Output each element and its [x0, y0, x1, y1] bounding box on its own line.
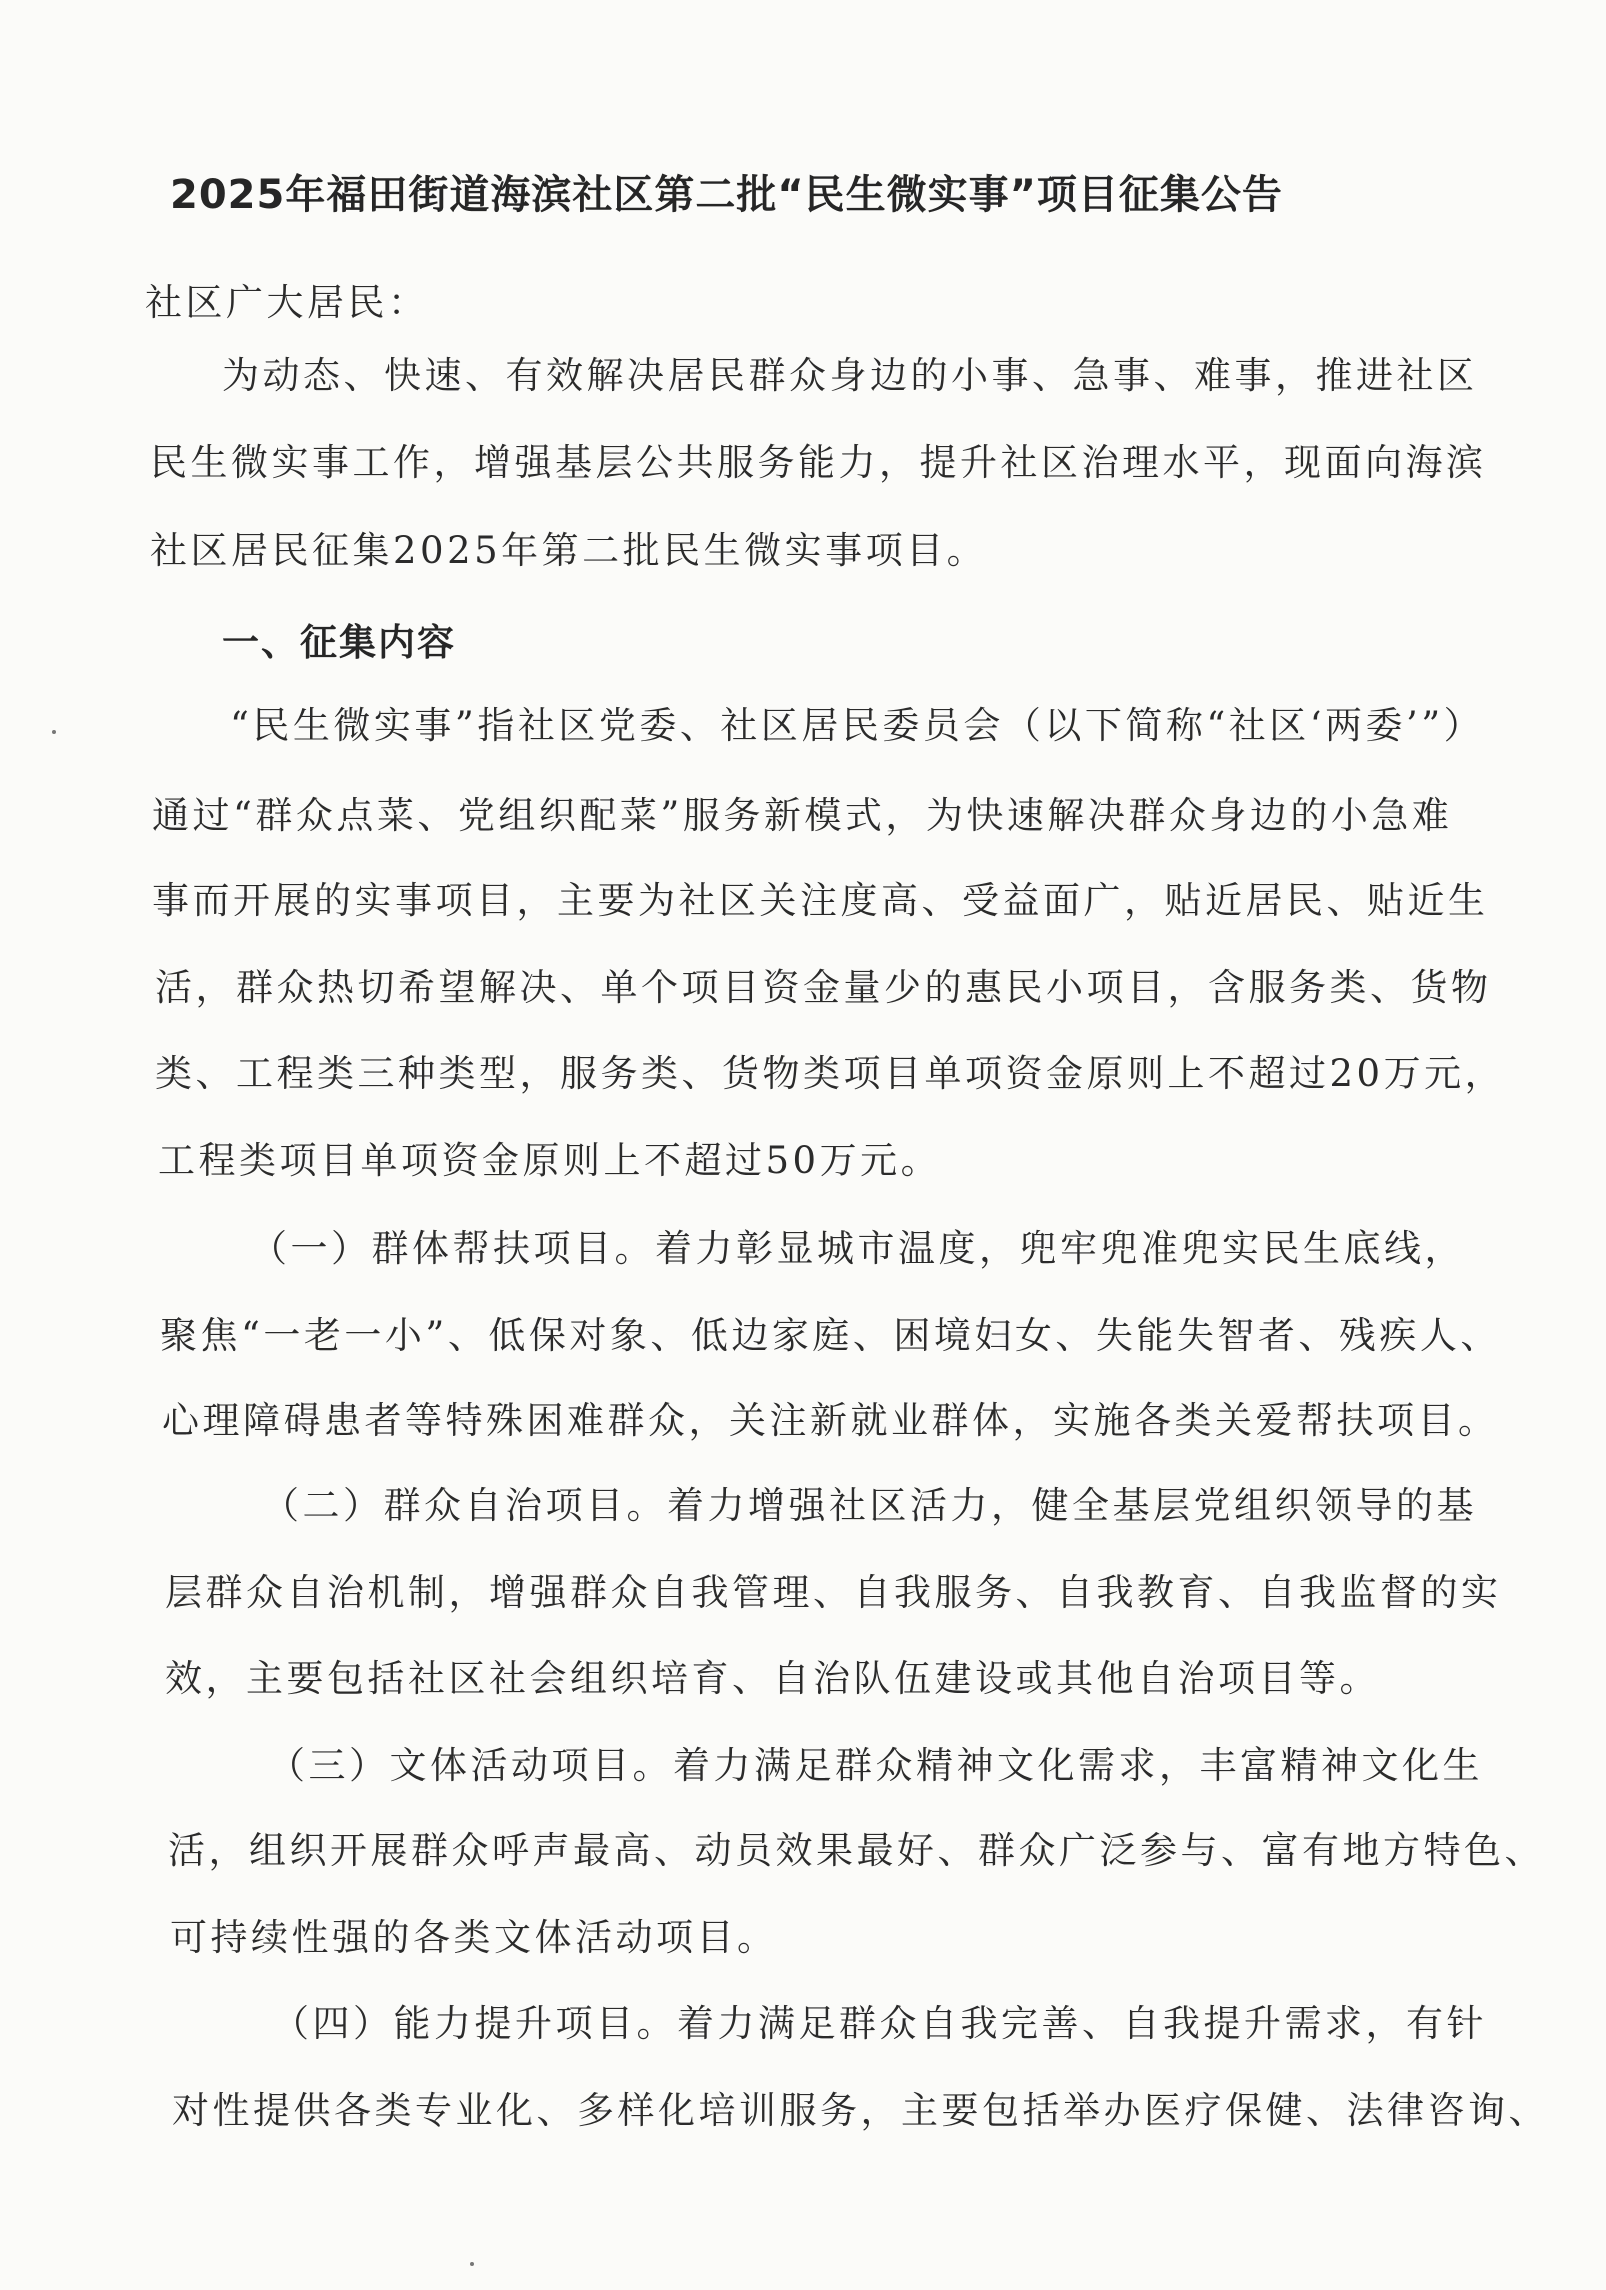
item3-line-3: 可持续性强的各类文体活动项目。 — [170, 1916, 778, 1959]
item1-line-3: 心理障碍患者等特殊困难群众，关注新就业群体，实施各类关爱帮扶项目。 — [162, 1399, 1499, 1442]
section1-line-4: 活，群众热切希望解决、单个项目资金量少的惠民小项目，含服务类、货物 — [155, 966, 1492, 1009]
item2-line-1: （二）群众自治项目。着力增强社区活力，健全基层党组织领导的基 — [262, 1484, 1477, 1527]
item1-line-2: 聚焦“一老一小”、低保对象、低边家庭、困境妇女、失能失智者、残疾人、 — [160, 1314, 1501, 1357]
item4-line-2: 对性提供各类专业化、多样化培训服务，主要包括举办医疗保健、法律咨询、 — [172, 2089, 1549, 2132]
item2-line-2: 层群众自治机制，增强群众自我管理、自我服务、自我教育、自我监督的实 — [165, 1571, 1502, 1614]
intro-line-1: 为动态、快速、有效解决居民群众身边的小事、急事、难事，推进社区 — [222, 354, 1478, 397]
section1-line-1: “民生微实事”指社区党委、社区居民委员会（以下简称“社区‘两委’”） — [230, 704, 1485, 747]
section1-line-5: 类、工程类三种类型，服务类、货物类项目单项资金原则上不超过20万元， — [155, 1052, 1506, 1095]
scan-speck — [470, 2262, 474, 2266]
item4-line-1: （四）能力提升项目。着力满足群众自我完善、自我提升需求，有针 — [272, 2002, 1487, 2045]
item3-line-2: 活，组织开展群众呼声最高、动员效果最好、群众广泛参与、富有地方特色、 — [168, 1829, 1545, 1872]
item3-line-1: （三）文体活动项目。着力满足群众精神文化需求，丰富精神文化生 — [268, 1744, 1483, 1787]
section1-line-6: 工程类项目单项资金原则上不超过50万元。 — [158, 1139, 942, 1182]
section1-line-2: 通过“群众点菜、党组织配菜”服务新模式，为快速解决群众身边的小急难 — [152, 794, 1453, 837]
intro-line-3: 社区居民征集2025年第二批民生微实事项目。 — [150, 529, 988, 572]
scan-speck — [52, 730, 56, 734]
item2-line-3: 效，主要包括社区社会组织培育、自治队伍建设或其他自治项目等。 — [165, 1657, 1380, 1700]
item1-line-1: （一）群体帮扶项目。着力彰显城市温度，兜牢兜准兜实民生底线， — [250, 1227, 1465, 1270]
intro-line-2: 民生微实事工作，增强基层公共服务能力，提升社区治理水平，现面向海滨 — [150, 441, 1487, 484]
section-heading-collection-content: 一、征集内容 — [222, 621, 456, 664]
document-title: 2025年福田街道海滨社区第二批“民生微实事”项目征集公告 — [170, 172, 1283, 218]
salutation: 社区广大居民： — [145, 281, 429, 324]
section1-line-3: 事而开展的实事项目，主要为社区关注度高、受益面广，贴近居民、贴近生 — [152, 879, 1489, 922]
